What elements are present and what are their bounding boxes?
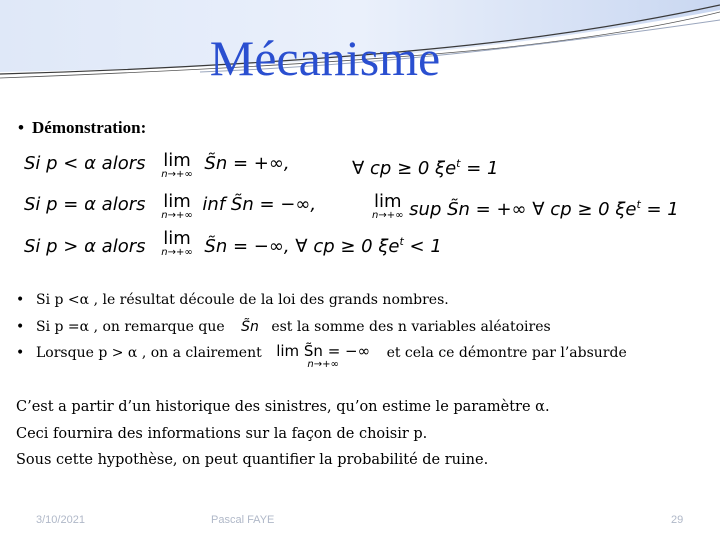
bullet-marker-3: • — [16, 345, 25, 361]
formula-1-condition: Si p < α alors — [24, 153, 146, 174]
formula-3-expression: S̃n = −∞, ∀ cp ≥ 0 ξe — [204, 236, 400, 257]
formula-1-right-end: = 1 — [466, 158, 499, 179]
bullet-3-inline-math-sub: n→+∞ — [307, 359, 339, 370]
paragraph-3: Sous cette hypothèse, on peut quantifier la probabilité de ruine. — [16, 452, 489, 468]
formula-row-2-right — [372, 191, 679, 221]
formula-1-lim-sub: n→+∞ — [161, 169, 193, 180]
heading-text: Démonstration: — [32, 118, 147, 137]
bullet-3-inline-math — [276, 343, 370, 370]
footer-author: Pascal FAYE — [211, 514, 275, 526]
bullet-marker-1: • — [16, 292, 25, 308]
formula-2-lim — [161, 191, 193, 221]
bullet-text-2b: est la somme des n variables aléatoires — [271, 319, 551, 335]
bullet-item-3 — [16, 343, 627, 370]
bullet-item-2 — [16, 317, 551, 337]
formula-row-2 — [24, 191, 317, 221]
formula-2-right-sup: t — [636, 198, 641, 211]
footer-page-number: 29 — [671, 514, 684, 526]
formula-3-condition: Si p > α alors — [24, 236, 146, 257]
formula-2-lim2-sub: n→+∞ — [372, 210, 404, 221]
formula-3-end: < 1 — [409, 236, 442, 257]
formula-2-lim2 — [372, 191, 404, 221]
formula-row-3 — [24, 228, 442, 258]
bullet-text-3b: et cela ce démontre par l’absurde — [386, 345, 627, 361]
formula-1-right-sup: t — [456, 157, 461, 170]
formula-3-sup: t — [399, 235, 404, 248]
heading-bullet: • — [18, 118, 24, 137]
formula-2-lim-sub: n→+∞ — [161, 210, 193, 221]
bullet-marker-2: • — [16, 319, 25, 335]
bullet-text-3a: Lorsque p > α , on a clairement — [36, 345, 262, 361]
formula-1-lim — [161, 150, 193, 180]
bullet-text-2a: Si p =α , on remarque que — [36, 319, 225, 335]
formula-2-right-end: = 1 — [646, 199, 679, 220]
bullet-text-1: Si p <α , le résultat découle de la loi des grands nombres. — [36, 292, 449, 308]
formula-row-1 — [24, 150, 290, 180]
formula-2-right: sup S̃n = +∞ ∀ cp ≥ 0 ξe — [409, 199, 637, 220]
formula-3-lim — [161, 228, 193, 258]
section-heading — [18, 118, 146, 138]
formula-2-lim2-text: lim — [373, 191, 402, 212]
formula-3-lim-sub: n→+∞ — [161, 247, 193, 258]
formula-1-expression: S̃n = +∞, — [204, 153, 290, 174]
formula-2-condition: Si p = α alors — [24, 194, 146, 215]
formula-2-expression: inf S̃n = −∞, — [202, 194, 317, 215]
formula-3-lim-text: lim — [163, 228, 191, 249]
slide-title: Mécanisme — [209, 30, 441, 86]
paragraph-1: C’est a partir d’un historique des sinistres, qu’on estime le paramètre α. — [16, 399, 550, 415]
formula-1-right: ∀ cp ≥ 0 ξe — [352, 158, 457, 179]
bullet-2-inline-math: S̃n — [241, 319, 259, 335]
formula-row-1-right — [352, 153, 499, 180]
bullet-item-1 — [16, 290, 449, 310]
paragraph-2: Ceci fournira des informations sur la façon de choisir p. — [16, 426, 428, 442]
footer-date: 3/10/2021 — [36, 514, 85, 526]
formula-2-lim-text: lim — [163, 191, 191, 212]
bullet-3-inline-math-text: lim S̃n = −∞ — [276, 342, 371, 360]
formula-1-lim-text: lim — [163, 150, 191, 171]
